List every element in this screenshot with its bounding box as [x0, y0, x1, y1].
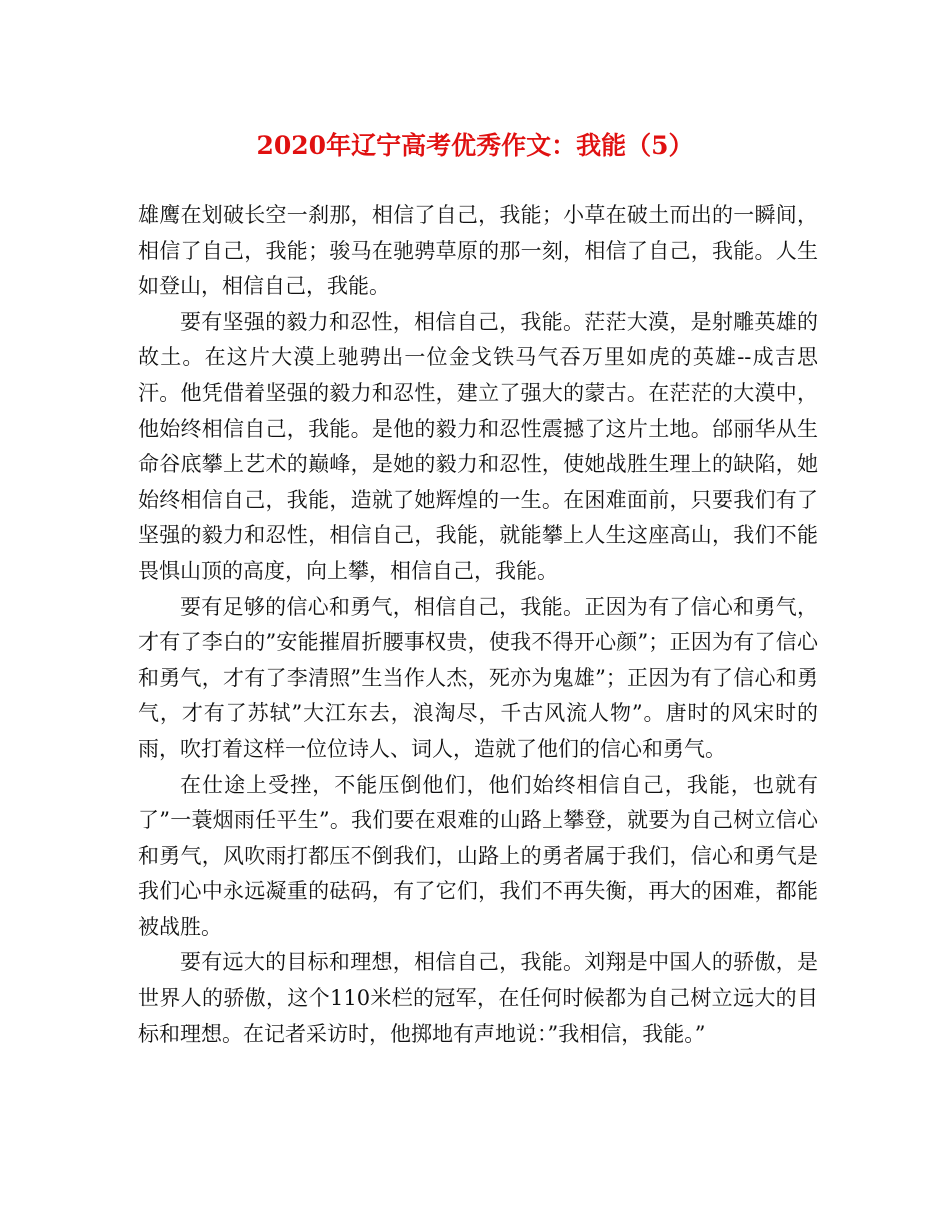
paragraph-confidence: 要有足够的信心和勇气，相信自己，我能。正因为有了信心和勇气，才有了李白的”安能摧眉折腰事权贵，使我不得开心颜”；正因为有了信心和勇气，才有了李清照”生当作人杰，死亦为鬼雄”；正因为有了信心和勇气，才有了苏轼”大江东去，浪淘尽，千古风流人物”。唐时的风宋时的雨，吹打着这样一位位诗人、词人，造就了他们的信心和勇气。 — [138, 594, 818, 761]
paragraph-intro: 雄鹰在划破长空一刹那，相信了自己，我能；小草在破土而出的一瞬间，相信了自己，我能；骏马在驰骋草原的那一刻，相信了自己，我能。人生如登山，相信自己，我能。 — [138, 203, 818, 299]
document-body — [138, 198, 818, 1052]
paragraph-ambition: 要有远大的目标和理想，相信自己，我能。刘翔是中国人的骄傲，是世界人的骄傲，这个110米栏的冠军，在任何时候都为自己树立远大的目标和理想。在记者采访时，他掷地有声地说：”我相信，我能。” — [138, 950, 818, 1046]
paragraph-setbacks: 在仕途上受挫，不能压倒他们，他们始终相信自己，我能，也就有了”一蓑烟雨任平生”。我们要在艰难的山路上攀登，就要为自己树立信心和勇气，风吹雨打都压不倒我们，山路上的勇者属于我们，信心和勇气是我们心中永远凝重的砝码，有了它们，我们不再失衡，再大的困难，都能被战胜。 — [138, 772, 818, 939]
document-title: 2020年辽宁高考优秀作文：我能（5） — [256, 131, 694, 160]
paragraph-perseverance: 要有坚强的毅力和忍性，相信自己，我能。茫茫大漠，是射雕英雄的故土。在这片大漠上驰骋出一位金戈铁马气吞万里如虎的英雄--成吉思汗。他凭借着坚强的毅力和忍性，建立了强大的蒙古。在茫茫的大漠中，他始终相信自己，我能。是他的毅力和忍性震撼了这片土地。邰丽华从生命谷底攀上艺术的巅峰，是她的毅力和忍性，使她战胜生理上的缺陷，她始终相信自己，我能，造就了她辉煌的一生。在困难面前，只要我们有了坚强的毅力和忍性，相信自己，我能，就能攀上人生这座高山，我们不能畏惧山顶的高度，向上攀，相信自己，我能。 — [138, 309, 818, 583]
